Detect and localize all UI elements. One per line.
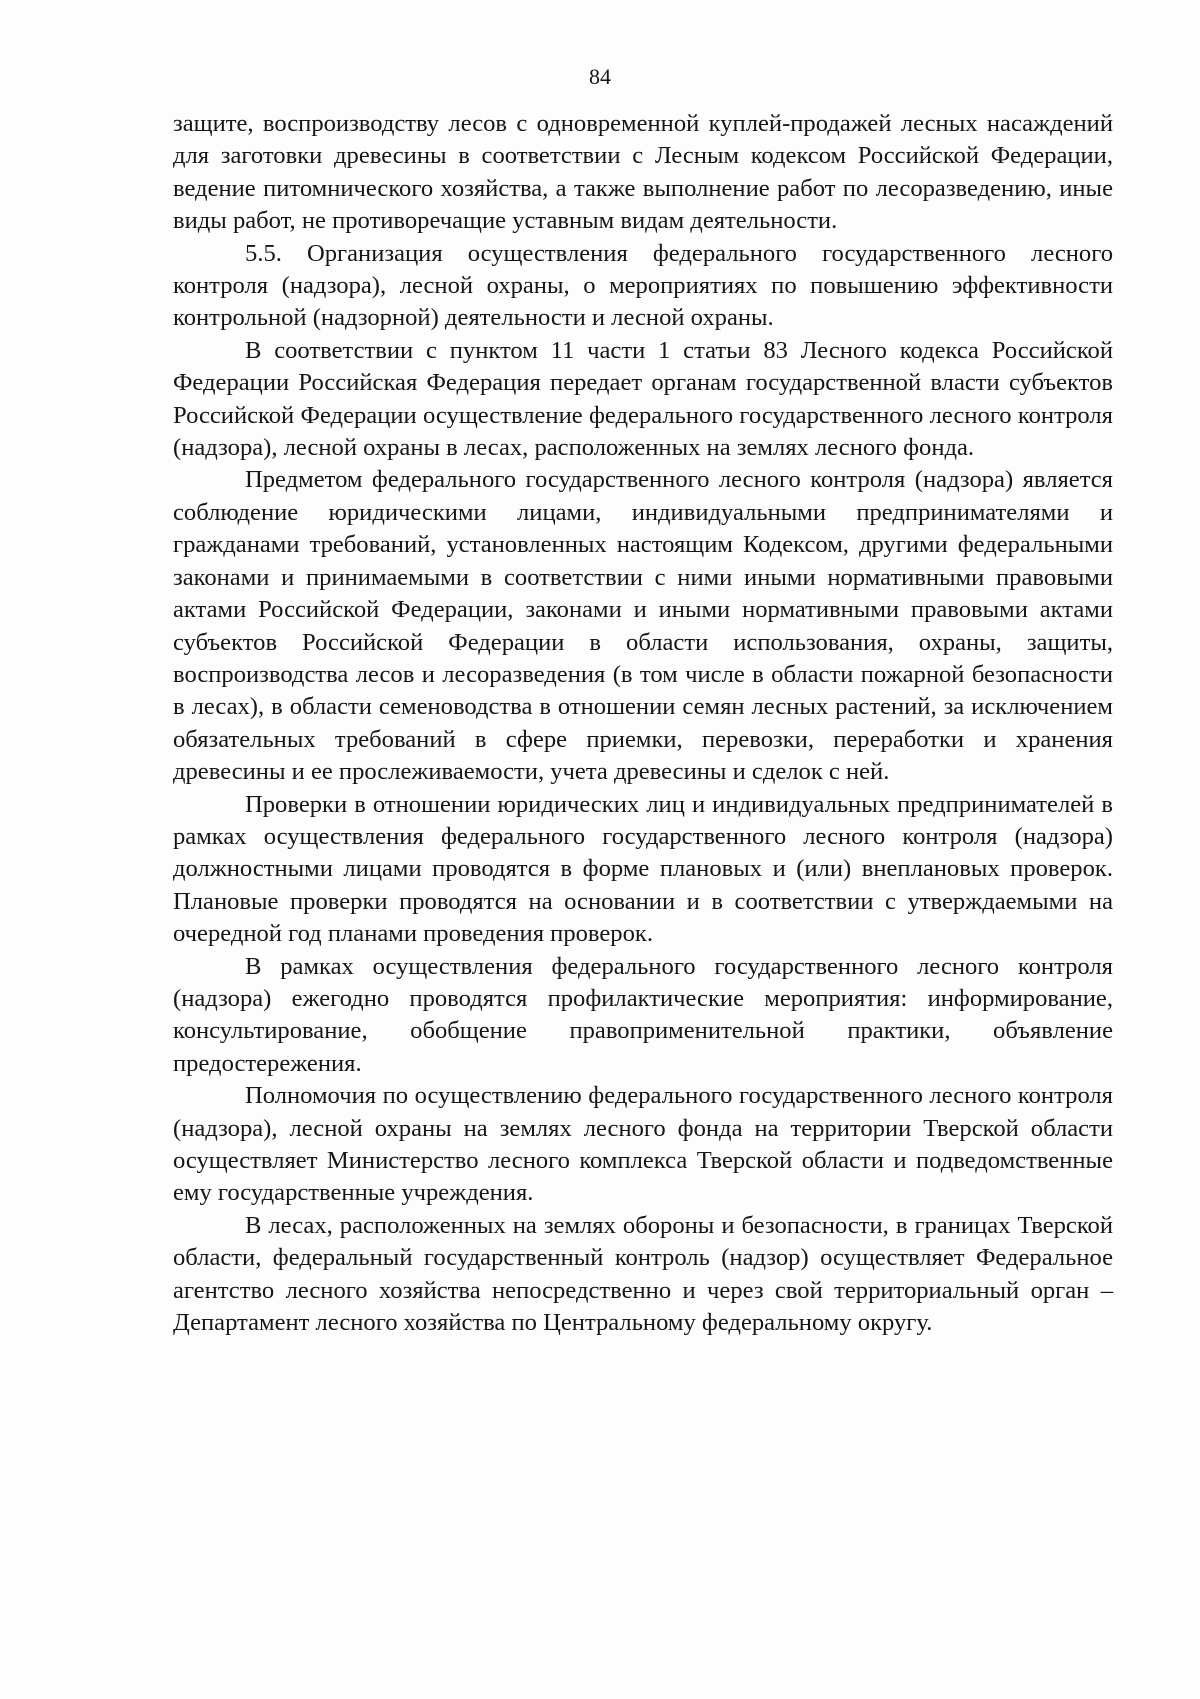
paragraph-preventive-measures: В рамках осуществления федерального государственного лесного контроля (надзора) ежегодно проводятся профилактические мероприятия: информирование, консультирование, обобщение правоприменительной практики, объявление предостережения. [173, 952, 1113, 1077]
paragraph-control-subject: Предметом федерального государственного лесного контроля (надзора) является соблюдение юридическими лицами, индивидуальными предпринимателями и гражданами требований, установленных настоящим Кодексом, другими федеральными законами и принимаемыми в соответствии с ними иными нормативными правовыми актами Российской Федерации, законами и иными нормативными правовыми актами субъектов Российской Федерации в области использования, охраны, защиты, воспроизводства лесов и лесоразведения (в том числе в области пожарной безопасности в лесах), в области семеноводства в отношении семян лесных растений, за исключением обязательных требований в сфере приемки, перевозки, переработки и хранения древесины и ее прослеживаемости, учета древесины и сделок с ней. [173, 466, 1113, 786]
paragraph-section-5-5-heading: 5.5. Организация осуществления федерального государственного лесного контроля (надзора), лесной охраны, о мероприятиях по повышению эффективности контрольной (надзорной) деятельности и лесной охраны. [173, 239, 1113, 332]
paragraph-article-83: В соответствии с пунктом 11 части 1 статьи 83 Лесного кодекса Российской Федерации Российская Федерация передает органам государственной власти субъектов Российской Федерации осуществление федерального государственного лесного контроля (надзора), лесной охраны в лесах, расположенных на землях лесного фонда. [173, 336, 1113, 462]
paragraph-inspections: Проверки в отношении юридических лиц и индивидуальных предпринимателей в рамках осуществления федерального государственного лесного контроля (надзора) должностными лицами проводятся в форме плановых и (или) внеплановых проверок. Плановые проверки проводятся на основании и в соответствии с утверждаемыми на очередной год планами проведения проверок. [173, 790, 1113, 948]
document-body [173, 108, 1113, 1339]
paragraph-authorities: Полномочия по осуществлению федерального государственного лесного контроля (надзора), лесной охраны на землях лесного фонда на территории Тверской области осуществляет Министерство лесного комплекса Тверской области и подведомственные ему государственные учреждения. [173, 1082, 1113, 1207]
page-number: 84 [589, 64, 611, 89]
paragraph-defense-lands: В лесах, расположенных на землях обороны и безопасности, в границах Тверской области, федеральный государственный контроль (надзор) осуществляет Федеральное агентство лесного хозяйства непосредственно и через свой территориальный орган – Департамент лесного хозяйства по Центральному федеральному округу. [173, 1211, 1113, 1337]
paragraph-continuation: защите, воспроизводству лесов с одновременной куплей-продажей лесных насаждений для заготовки древесины в соответствии с Лесным кодексом Российской Федерации, ведение питомнического хозяйства, а также выполнение работ по лесоразведению, иные виды работ, не противоречащие уставным видам деятельности. [173, 110, 1113, 235]
